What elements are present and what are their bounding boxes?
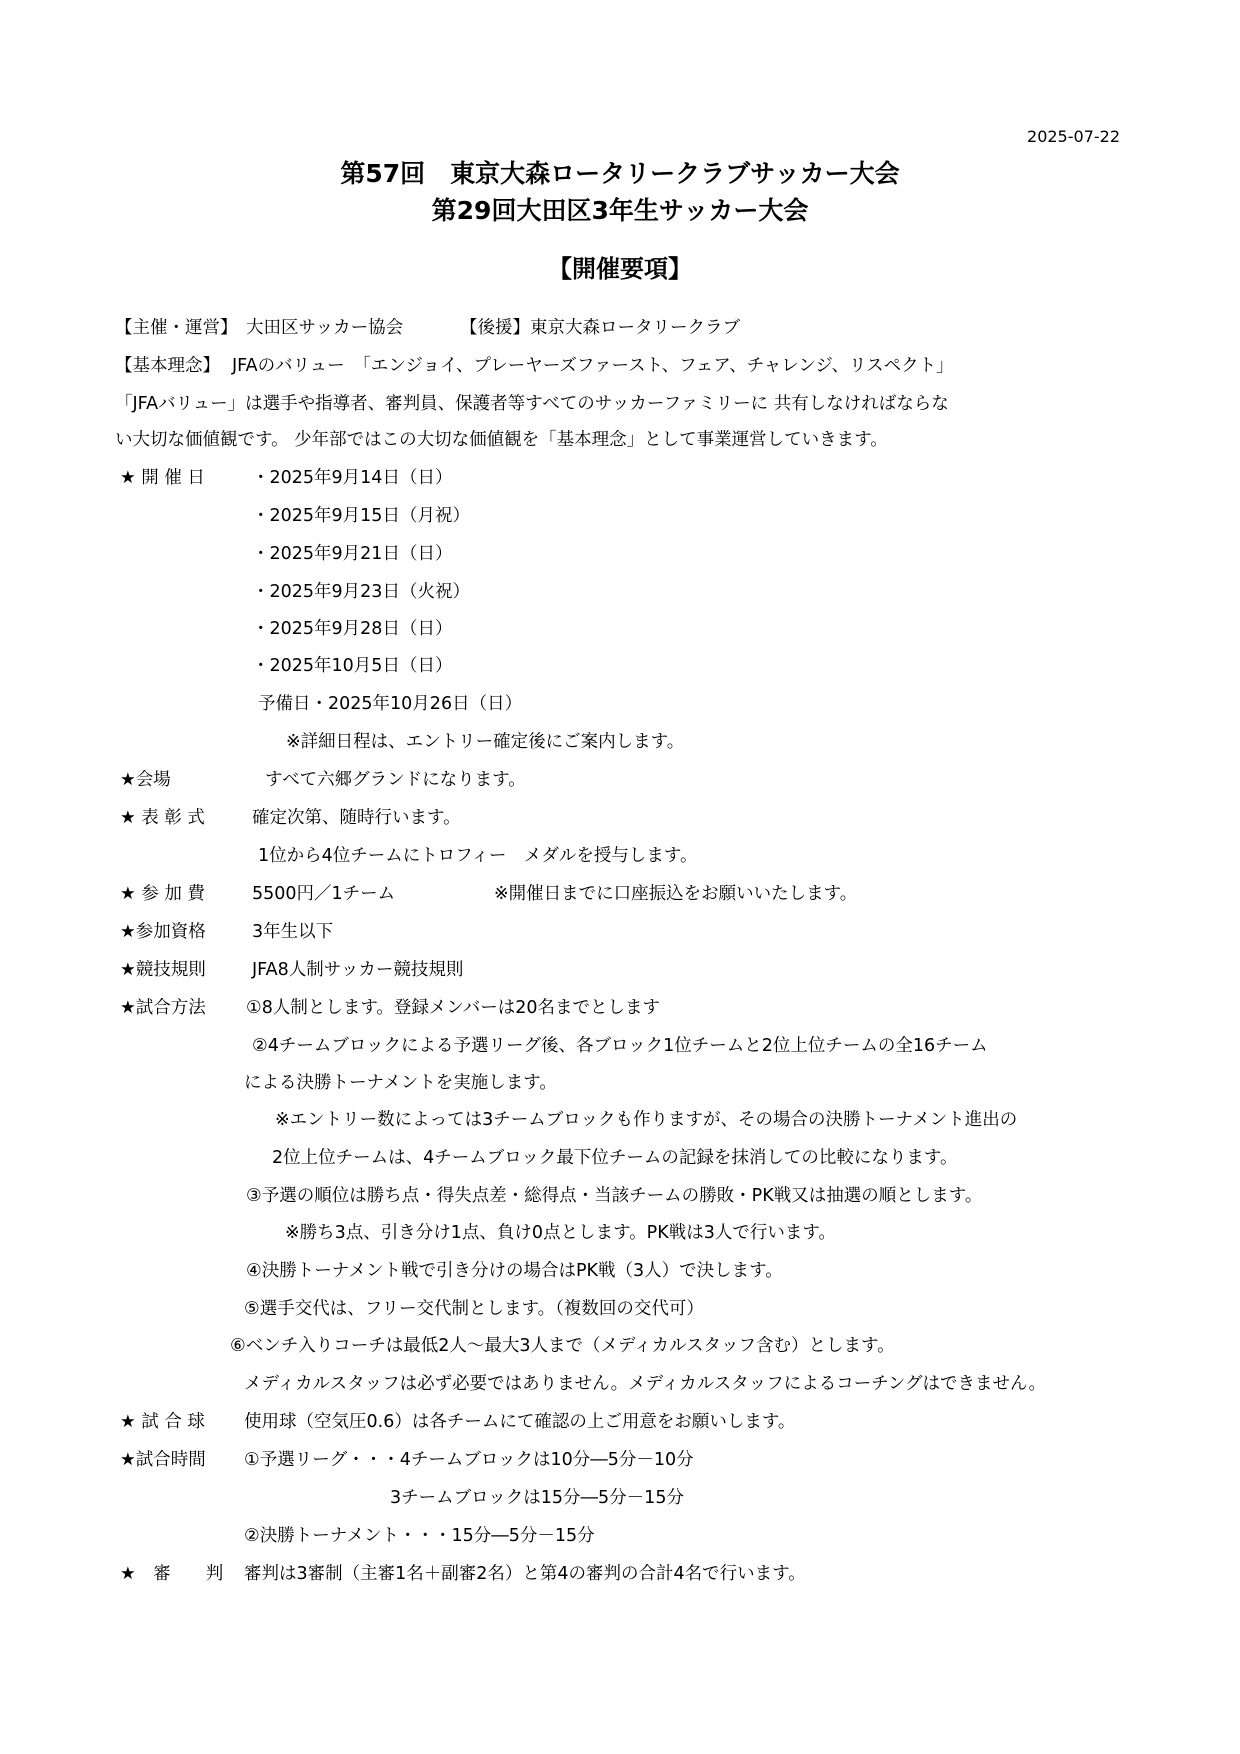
organizer-label: 【主催・運営】 [115, 318, 238, 338]
method-line: メディカルスタッフは必ず必要ではありません。メディカルスタッフによるコーチングはできません。 [244, 1374, 1047, 1394]
fee-note: ※開催日までに口座振込をお願いいたします。 [494, 884, 858, 904]
date-item: ・2025年9月15日（月祝） [252, 506, 470, 526]
tournament-title-1: 第57回 東京大森ロータリークラブサッカー大会 [340, 159, 900, 188]
dates-label: ★ 開 催 日 [120, 468, 205, 488]
philosophy-label: 【基本理念】 [115, 356, 220, 376]
eligibility-label: ★参加資格 [120, 922, 206, 942]
date-item: ・2025年10月5日（日） [252, 656, 453, 676]
fee-label: ★ 参 加 費 [120, 884, 205, 904]
philosophy-text-2: い大切な価値観です。 少年部ではこの大切な価値観を「基本理念」として事業運営していきます。 [115, 430, 888, 450]
tournament-title-2: 第29回大田区3年生サッカー大会 [431, 196, 809, 225]
date-item: ・2025年9月23日（火祝） [252, 582, 470, 602]
ball-value: 使用球（空気圧0.6）は各チームにて確認の上ご用意をお願いします。 [244, 1412, 796, 1432]
method-line: ②4チームブロックによる予選リーグ後、各ブロック1位チームと2位上位チームの全16チーム [252, 1036, 988, 1056]
time-line: 3チームブロックは15分―5分－15分 [390, 1488, 684, 1508]
award-value-2: 1位から4位チームにトロフィー メダルを授与します。 [258, 846, 698, 866]
method-line: ⑤選手交代は、フリー交代制とします。（複数回の交代可） [244, 1299, 704, 1319]
date-item: ・2025年9月21日（日） [252, 544, 453, 564]
referee-value: 審判は3審制（主審1名＋副審2名）と第4の審判の合計4名で行います。 [244, 1564, 806, 1584]
philosophy-text-1: 「JFAバリュー」は選手や指導者、審判員、保護者等すべてのサッカーファミリーに 共有しなければならな [115, 394, 949, 414]
support-value: 【後援】東京大森ロータリークラブ [460, 318, 740, 338]
method-line: ④決勝トーナメント戦で引き分けの場合はPK戦（3人）で決します。 [246, 1261, 783, 1281]
ball-label: ★ 試 合 球 [120, 1412, 205, 1432]
method-line: ③予選の順位は勝ち点・得失点差・総得点・当該チームの勝敗・PK戦又は抽選の順とします。 [246, 1186, 983, 1206]
time-line: ①予選リーグ・・・4チームブロックは10分―5分－10分 [244, 1450, 694, 1470]
time-label: ★試合時間 [120, 1450, 206, 1470]
referee-label: ★ 審 判 [120, 1564, 224, 1584]
venue-value: すべて六郷グランドになります。 [265, 770, 526, 790]
method-line: ⑥ベンチ入りコーチは最低2人～最大3人まで（メディカルスタッフ含む）とします。 [230, 1336, 895, 1356]
award-value: 確定次第、随時行います。 [252, 808, 461, 828]
rules-value: JFA8人制サッカー競技規則 [252, 960, 464, 980]
method-line: による決勝トーナメントを実施します。 [244, 1073, 557, 1093]
date-item: ・2025年9月14日（日） [252, 468, 453, 488]
reserve-date: 予備日・2025年10月26日（日） [258, 694, 523, 714]
method-label: ★試合方法 [120, 998, 206, 1018]
method-line: ※エントリー数によっては3チームブロックも作りますが、その場合の決勝トーナメント進出の [275, 1110, 1018, 1130]
philosophy-value: JFAのバリュー 「エンジョイ、プレーヤーズファースト、フェア、チャレンジ、リスペクト」 [232, 356, 954, 376]
section-heading: 【開催要項】 [548, 255, 692, 283]
venue-label: ★会場 [120, 770, 171, 790]
eligibility-value: 3年生以下 [252, 922, 334, 942]
method-line: ※勝ち3点、引き分け1点、負け0点とします。PK戦は3人で行います。 [285, 1223, 836, 1243]
award-label: ★ 表 彰 式 [120, 808, 205, 828]
method-line: 2位上位チームは、4チームブロック最下位チームの記録を抹消しての比較になります。 [272, 1148, 958, 1168]
document-date: 2025-07-22 [1027, 127, 1120, 146]
date-item: ・2025年9月28日（日） [252, 619, 453, 639]
time-line: ②決勝トーナメント・・・15分―5分－15分 [244, 1526, 595, 1546]
dates-note: ※詳細日程は、エントリー確定後にご案内します。 [286, 732, 685, 752]
method-line: ①8人制とします。登録メンバーは20名までとします [246, 998, 660, 1018]
rules-label: ★競技規則 [120, 960, 206, 980]
organizer-value: 大田区サッカー協会 [246, 318, 404, 338]
fee-value: 5500円／1チーム [252, 884, 396, 904]
